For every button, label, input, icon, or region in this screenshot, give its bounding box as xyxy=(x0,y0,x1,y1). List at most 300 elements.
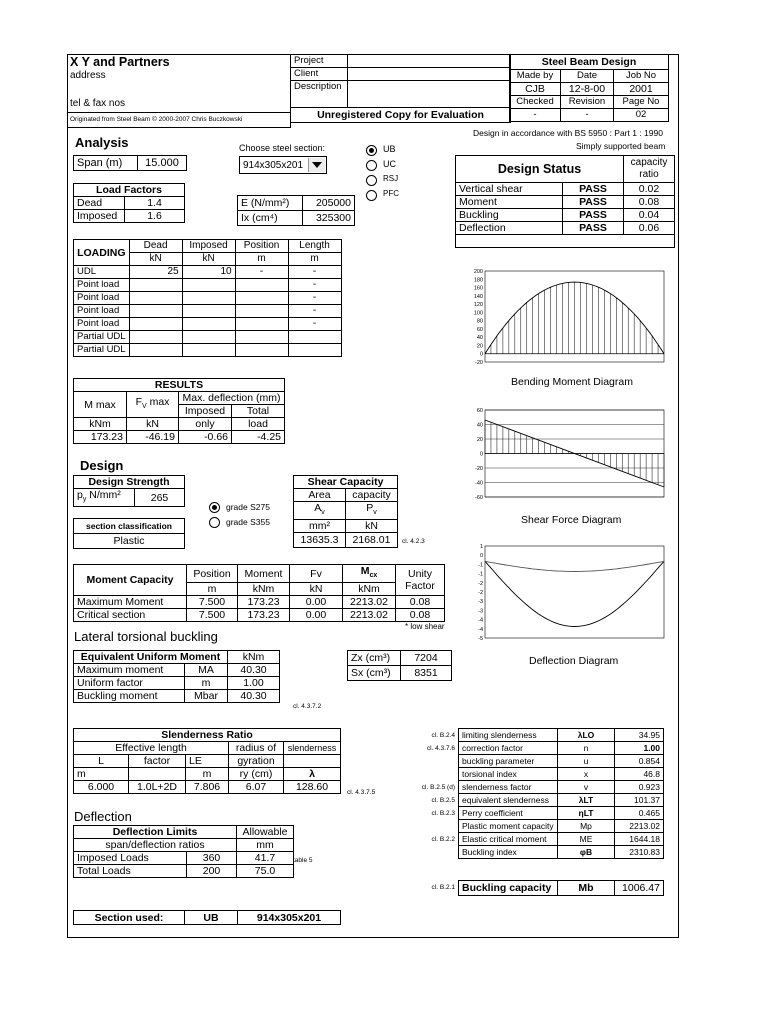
deflection-allowable: 41.7 xyxy=(237,852,294,865)
deflection-row-label: Imposed Loads xyxy=(74,852,187,865)
y-tick-label: -2 xyxy=(478,590,483,596)
bs-accordance: Design in accordance with BS 5950 : Part 1 : 1990 xyxy=(473,128,663,138)
av-sub: v xyxy=(321,509,325,517)
load-dead[interactable]: 25 xyxy=(129,266,182,279)
design-strength-heading: Design Strength xyxy=(74,476,185,489)
py-unit: N/mm² xyxy=(86,489,121,501)
unit-kn: kN xyxy=(182,253,235,266)
factor-empty xyxy=(129,768,186,781)
y-tick-label: 0 xyxy=(479,351,483,358)
mc-position: 7.500 xyxy=(187,609,238,622)
max-deflection-label: Max. deflection (mm) xyxy=(179,392,285,405)
unit-knm: kNm xyxy=(74,418,127,431)
y-tick-label: 100 xyxy=(473,310,483,317)
l-value[interactable]: 6.000 xyxy=(74,781,129,794)
bp-symbol: n xyxy=(558,742,615,755)
load-row-label: Point load xyxy=(74,305,130,318)
allowable-label: Allowable xyxy=(237,826,294,839)
le-label: LE xyxy=(186,755,229,768)
loading-heading: LOADING xyxy=(74,240,130,266)
unit-m: m xyxy=(288,253,341,266)
mc-unit-m: m xyxy=(187,583,238,596)
y-tick-label: 80 xyxy=(476,318,483,325)
radio-ub-label: UB xyxy=(383,144,396,154)
load-dead[interactable] xyxy=(129,305,182,318)
bp-value: 1644.18 xyxy=(615,833,664,846)
eum-heading: Equivalent Uniform Moment xyxy=(74,651,228,664)
bp-value: 0.923 xyxy=(615,781,664,794)
y-tick-label: -1 xyxy=(478,571,483,578)
buckling-capacity-label: Buckling capacity xyxy=(459,881,558,896)
company-name: X Y and Partners xyxy=(70,55,170,69)
load-row-label: Partial UDL xyxy=(74,344,130,357)
area-value: 13635.3 xyxy=(294,533,346,548)
load-position[interactable] xyxy=(235,318,288,331)
capacity-label: capacity xyxy=(346,489,398,502)
deflection-limits-table xyxy=(73,825,294,878)
y-tick-label: -60 xyxy=(475,495,483,501)
y-tick-label: 160 xyxy=(473,285,483,292)
ry-value: 6.07 xyxy=(229,781,284,794)
pv-sub: v xyxy=(373,509,377,517)
status-label: Vertical shear xyxy=(456,183,563,196)
project-label: Project xyxy=(291,55,348,68)
y-tick-label: -5 xyxy=(478,636,483,642)
loading-table xyxy=(73,239,342,357)
radio-uc[interactable] xyxy=(366,160,377,171)
bending-moment-chart xyxy=(474,269,664,366)
pv-p: P xyxy=(366,502,374,514)
plot-frame xyxy=(485,546,664,638)
design-status-table xyxy=(455,155,675,248)
fv-max-value: -46.19 xyxy=(127,431,179,444)
ix-value[interactable]: 325300 xyxy=(303,211,355,226)
status-label: Buckling xyxy=(456,209,563,222)
fv-max-tail: max xyxy=(146,395,170,408)
eum-symbol: MA xyxy=(185,664,228,677)
y-tick-label: -1 xyxy=(478,562,483,569)
bp-symbol: λLO xyxy=(558,729,615,742)
bp-label: equivalent slenderness xyxy=(459,794,558,807)
bp-clause xyxy=(414,846,459,859)
load-length[interactable]: - xyxy=(288,305,341,318)
kn-unit: kN xyxy=(346,520,398,533)
load-row-label: Point load xyxy=(74,279,130,292)
charts-svg xyxy=(455,262,679,682)
buckling-capacity-clause: cl. B.2.1 xyxy=(431,884,455,891)
bp-label: Buckling index xyxy=(459,846,558,859)
radio-grade-s355[interactable] xyxy=(209,517,220,528)
y-tick-label: 40 xyxy=(476,422,483,429)
company-address: address xyxy=(70,70,106,81)
mc-unity: 0.08 xyxy=(396,609,445,622)
status-value: PASS xyxy=(563,183,624,196)
bp-label: Elastic critical moment xyxy=(459,833,558,846)
load-length[interactable] xyxy=(288,344,341,357)
load-position[interactable] xyxy=(235,331,288,344)
y-tick-label: -3 xyxy=(478,608,483,615)
status-value: PASS xyxy=(563,209,624,222)
y-tick-label: -3 xyxy=(478,599,483,606)
unregistered-label: Unregistered Copy for Evaluation xyxy=(291,108,511,123)
bp-clause: cl. B.2.2 xyxy=(431,835,455,843)
buckling-capacity-table xyxy=(414,880,664,896)
eum-row-label: Buckling moment xyxy=(74,690,185,703)
low-shear-note: * low shear xyxy=(405,622,445,631)
eum-row-label: Uniform factor xyxy=(74,677,185,690)
load-dead[interactable] xyxy=(129,344,182,357)
ratios-label: span/deflection ratios xyxy=(74,839,237,852)
bp-label: limiting slenderness xyxy=(459,729,558,742)
bp-value: 101.37 xyxy=(615,794,664,807)
bp-value: 46.8 xyxy=(615,768,664,781)
deflection-heading: Deflection xyxy=(74,809,132,824)
chevron-down-icon[interactable] xyxy=(308,158,325,172)
load-length[interactable]: - xyxy=(288,279,341,292)
buckling-capacity-symbol: Mb xyxy=(558,881,615,896)
bp-symbol: ηLT xyxy=(558,807,615,820)
total-load-top: Total xyxy=(232,405,285,418)
pv-label xyxy=(346,502,398,520)
support-type: Simply supported beam xyxy=(576,141,666,151)
l-unit: m xyxy=(74,768,129,781)
mc-unit-knm: kNm xyxy=(238,583,290,596)
header-divider xyxy=(67,112,290,113)
bp-value: 2213.02 xyxy=(615,820,664,833)
radio-uc-label: UC xyxy=(383,159,396,169)
load-row-label: Point load xyxy=(74,318,130,331)
bmd-caption: Bending Moment Diagram xyxy=(511,376,633,388)
dead-factor-value[interactable]: 1.4 xyxy=(125,197,185,210)
y-tick-label: 1 xyxy=(479,544,483,550)
radio-grade-s275[interactable] xyxy=(209,502,220,513)
deflection-caption: Deflection Diagram xyxy=(529,655,619,667)
load-dead[interactable] xyxy=(129,292,182,305)
py-value: 265 xyxy=(135,489,185,507)
design-strength-table xyxy=(73,475,185,507)
sx-label: Sx (cm³) xyxy=(348,666,401,681)
description-field[interactable] xyxy=(348,81,511,108)
status-label: Moment xyxy=(456,196,563,209)
load-position[interactable]: - xyxy=(235,266,288,279)
job-no-label: Job No xyxy=(614,70,669,83)
slenderness-empty xyxy=(284,755,341,768)
ix-label: Ix (cm⁴) xyxy=(238,211,303,226)
load-position[interactable] xyxy=(235,344,288,357)
fv-max-sub: V xyxy=(141,403,147,411)
description-label: Description xyxy=(291,81,348,108)
eum-symbol: m xyxy=(185,677,228,690)
section-used-table xyxy=(73,910,341,925)
section-select-value: 914x305x201 xyxy=(243,160,304,171)
analysis-heading: Analysis xyxy=(75,135,129,150)
moment-capacity-table xyxy=(73,564,445,622)
load-imposed[interactable] xyxy=(182,305,235,318)
radius-of-label: radius of xyxy=(229,742,284,755)
load-imposed[interactable] xyxy=(182,318,235,331)
radio-pfc-label: PFC xyxy=(383,189,399,198)
y-tick-label: 140 xyxy=(473,293,483,300)
mc-col-moment: Moment xyxy=(238,565,290,583)
factor-value[interactable]: 1.0L+2D xyxy=(129,781,186,794)
classification-label: section classification xyxy=(74,519,185,534)
deflection-imposed-curve xyxy=(485,561,664,571)
y-tick-label: -40 xyxy=(475,480,483,487)
section-modulus-table xyxy=(347,650,452,681)
mc-row-label: Maximum Moment xyxy=(74,596,187,609)
y-tick-label: 20 xyxy=(476,437,483,443)
page-no-label: Page No xyxy=(614,96,669,109)
bp-label: buckling parameter xyxy=(459,755,558,768)
project-field[interactable] xyxy=(348,55,511,68)
client-field[interactable] xyxy=(348,68,511,81)
mc-moment: 173.23 xyxy=(238,596,290,609)
bp-clause: cl. B.2.3 xyxy=(431,809,455,817)
radio-rsj[interactable] xyxy=(366,175,377,186)
load-position[interactable] xyxy=(235,305,288,318)
deflection-imposed: -0.66 xyxy=(179,431,232,444)
y-tick-label: -20 xyxy=(475,360,483,366)
imposed-only-top: Imposed xyxy=(179,405,232,418)
bp-clause xyxy=(414,820,459,833)
unit-m: m xyxy=(235,253,288,266)
load-length[interactable]: - xyxy=(288,266,341,279)
zx-label: Zx (cm³) xyxy=(348,651,401,666)
eum-row-label: Maximum moment xyxy=(74,664,185,677)
revision-label: Revision xyxy=(561,96,614,109)
bp-value: 1.00 xyxy=(615,742,664,755)
eum-value: 1.00 xyxy=(228,677,280,690)
eum-table xyxy=(73,650,280,703)
status-value: PASS xyxy=(563,196,624,209)
y-tick-label: -4 xyxy=(478,626,483,633)
load-length[interactable] xyxy=(288,331,341,344)
bp-symbol: φB xyxy=(558,846,615,859)
buckling-params-table xyxy=(414,728,664,859)
span-value[interactable]: 15.000 xyxy=(138,156,187,171)
y-tick-label: 0 xyxy=(479,553,483,560)
load-position[interactable] xyxy=(235,279,288,292)
gyration-label: gyration xyxy=(229,755,284,768)
deflection-row-label: Total Loads xyxy=(74,865,187,878)
bp-symbol: Mp xyxy=(558,820,615,833)
made-by-value[interactable]: CJB xyxy=(510,83,561,96)
sfd-caption: Shear Force Diagram xyxy=(521,514,622,526)
load-imposed[interactable] xyxy=(182,331,235,344)
bp-clause: cl. B.2.5 xyxy=(431,796,455,804)
section-select[interactable] xyxy=(239,156,327,174)
deflection-ratio[interactable]: 360 xyxy=(187,852,237,865)
load-position[interactable] xyxy=(235,292,288,305)
load-imposed[interactable]: 10 xyxy=(182,266,235,279)
e-label: E (N/mm²) xyxy=(238,196,303,211)
mc-unity: 0.08 xyxy=(396,596,445,609)
bp-label: torsional index xyxy=(459,768,558,781)
y-tick-label: -20 xyxy=(475,466,483,472)
mc-position: 7.500 xyxy=(187,596,238,609)
made-by-label: Made by xyxy=(510,70,561,83)
sheet-title: Steel Beam Design xyxy=(510,55,669,70)
originated-note: Originated from Steel Beam © 2000-2007 Chris Buczkowski xyxy=(70,116,243,123)
fv-max-label xyxy=(127,392,179,418)
load-imposed[interactable] xyxy=(182,292,235,305)
mc-fv: 0.00 xyxy=(290,596,343,609)
material-table xyxy=(237,195,355,226)
load-imposed[interactable] xyxy=(182,344,235,357)
le-value: 7.806 xyxy=(186,781,229,794)
mc-col-mcx-m: M xyxy=(360,565,370,577)
project-table xyxy=(290,54,511,123)
shear-capacity-value: 2168.01 xyxy=(346,533,398,548)
classification-table xyxy=(73,518,185,549)
lambda-value: 128.60 xyxy=(284,781,341,794)
mc-moment: 173.23 xyxy=(238,609,290,622)
y-tick-label: 20 xyxy=(476,343,483,350)
buckling-capacity-value: 1006.47 xyxy=(615,881,664,896)
bp-clause: cl. B.2.4 xyxy=(431,731,455,739)
col-length: Length xyxy=(288,240,341,253)
checked-value[interactable]: - xyxy=(510,109,561,122)
y-tick-label: 180 xyxy=(473,277,483,284)
ry-label: ry (cm) xyxy=(229,768,284,781)
load-length[interactable]: - xyxy=(288,292,341,305)
lambda-label: λ xyxy=(284,768,341,781)
effective-length-label: Effective length xyxy=(74,742,229,755)
sx-value: 8351 xyxy=(401,666,452,681)
load-row-label: Point load xyxy=(74,292,130,305)
results-heading: RESULTS xyxy=(74,379,285,392)
company-tel: tel & fax nos xyxy=(70,98,126,109)
date-label: Date xyxy=(561,70,614,83)
ltb-heading: Lateral torsional buckling xyxy=(74,629,218,644)
col-imposed: Imposed xyxy=(182,240,235,253)
eum-unit: kNm xyxy=(228,651,280,664)
radio-rsj-label: RSJ xyxy=(383,174,399,183)
load-factors-table xyxy=(73,183,185,223)
fv-max-f: F xyxy=(135,395,142,408)
eum-value: 40.30 xyxy=(228,664,280,677)
imposed-factor-label: Imposed xyxy=(74,210,125,223)
total-load-bottom: load xyxy=(232,418,285,431)
av-a: A xyxy=(314,502,322,514)
shear-force-chart xyxy=(475,408,664,501)
slenderness-heading: Slenderness Ratio xyxy=(74,729,341,742)
status-empty-row xyxy=(456,235,675,248)
imposed-only-bottom: only xyxy=(179,418,232,431)
bp-clause xyxy=(414,755,459,768)
slenderness-label: slenderness xyxy=(284,742,341,755)
bp-symbol: ME xyxy=(558,833,615,846)
radio-pfc[interactable] xyxy=(366,190,377,201)
av-label xyxy=(294,502,346,520)
job-table xyxy=(509,54,669,122)
span-label: Span (m) xyxy=(74,156,138,171)
bp-label: Perry coefficient xyxy=(459,807,558,820)
mc-unit-kn: kN xyxy=(290,583,343,596)
load-row-label: UDL xyxy=(74,266,130,279)
eum-value: 40.30 xyxy=(228,690,280,703)
m-max-value: 173.23 xyxy=(74,431,127,444)
y-tick-label: 60 xyxy=(476,326,483,333)
section-used-type: UB xyxy=(185,911,238,925)
slenderness-table xyxy=(73,728,341,794)
bp-symbol: v xyxy=(558,781,615,794)
mc-col-unity: Unity Factor xyxy=(396,565,445,596)
checked-label: Checked xyxy=(510,96,561,109)
bp-label: slenderness factor xyxy=(459,781,558,794)
py-p: p xyxy=(77,489,83,501)
shear-capacity-heading: Shear Capacity xyxy=(294,476,398,489)
py-sub: y xyxy=(82,496,87,504)
unit-kn: kN xyxy=(127,418,179,431)
y-tick-label: 40 xyxy=(476,335,483,342)
bp-label: Plastic moment capacity xyxy=(459,820,558,833)
span-table xyxy=(73,155,187,171)
classification-value: Plastic xyxy=(74,534,185,549)
y-tick-label: 60 xyxy=(476,408,483,414)
load-row-label: Partial UDL xyxy=(74,331,130,344)
factor-label: factor xyxy=(129,755,186,768)
radio-ub[interactable] xyxy=(366,145,377,156)
load-length[interactable]: - xyxy=(288,318,341,331)
bp-value: 0.465 xyxy=(615,807,664,820)
e-value[interactable]: 205000 xyxy=(303,196,355,211)
section-used-label: Section used: xyxy=(74,911,185,925)
mm-unit: mm xyxy=(237,839,294,852)
zx-value: 7204 xyxy=(401,651,452,666)
grade-s275-label: grade S275 xyxy=(226,502,270,512)
status-ratio: 0.06 xyxy=(624,222,675,235)
mc-col-mcx xyxy=(343,565,396,583)
slenderness-clause: cl. 4.3.7.5 xyxy=(347,789,376,796)
results-table xyxy=(73,378,285,444)
status-value: PASS xyxy=(563,222,624,235)
section-used-value: 914x305x201 xyxy=(238,911,341,925)
mc-mcx: 2213.02 xyxy=(343,609,396,622)
y-tick-label: 120 xyxy=(473,302,483,309)
date-value[interactable]: 12-8-00 xyxy=(561,83,614,96)
bp-value: 34.95 xyxy=(615,729,664,742)
status-ratio: 0.08 xyxy=(624,196,675,209)
job-no-value[interactable]: 2001 xyxy=(614,83,669,96)
unit-kn: kN xyxy=(129,253,182,266)
load-dead[interactable] xyxy=(129,318,182,331)
table-ref: table 5 xyxy=(293,857,313,864)
revision-value[interactable]: - xyxy=(561,109,614,122)
load-imposed[interactable] xyxy=(182,279,235,292)
load-dead[interactable] xyxy=(129,331,182,344)
bp-symbol: u xyxy=(558,755,615,768)
grade-s355-label: grade S355 xyxy=(226,517,270,527)
imposed-factor-value[interactable]: 1.6 xyxy=(125,210,185,223)
mc-col-fv: Fv xyxy=(290,565,343,583)
choose-section-label: Choose steel section: xyxy=(239,143,326,153)
deflection-ratio[interactable]: 200 xyxy=(187,865,237,878)
le-unit: m xyxy=(186,768,229,781)
moment-capacity-heading: Moment Capacity xyxy=(74,565,187,596)
deflection-chart xyxy=(478,544,664,642)
bp-value: 0.854 xyxy=(615,755,664,768)
load-dead[interactable] xyxy=(129,279,182,292)
design-status-heading: Design Status xyxy=(456,156,624,183)
y-tick-label: 200 xyxy=(473,269,483,275)
bp-label: correction factor xyxy=(459,742,558,755)
mc-col-mcx-sub: cx xyxy=(369,572,378,580)
eum-symbol: Mbar xyxy=(185,690,228,703)
page-no-value[interactable]: 02 xyxy=(614,109,669,122)
mc-col-position: Position xyxy=(187,565,238,583)
mm2-unit: mm² xyxy=(294,520,346,533)
